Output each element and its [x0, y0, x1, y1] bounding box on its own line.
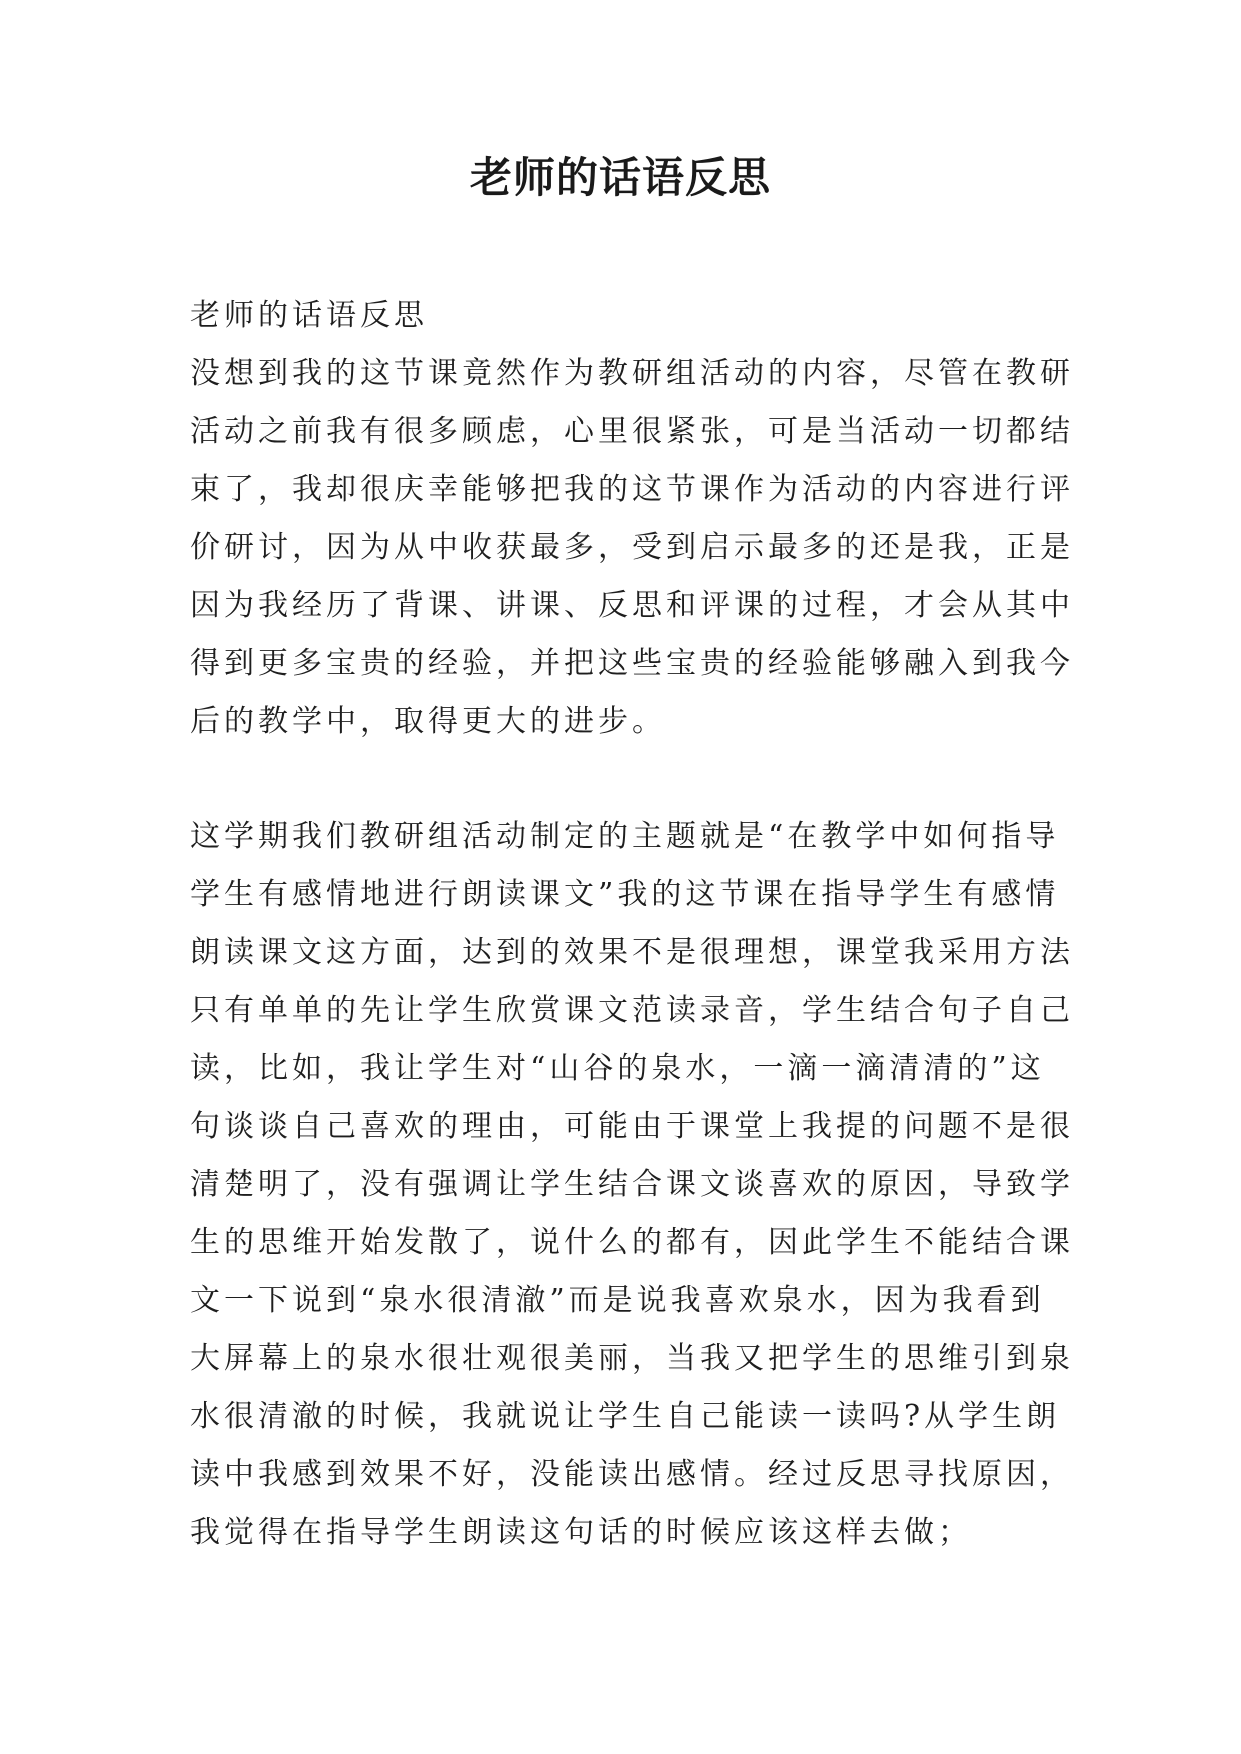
paragraph-line: 句谈谈自己喜欢的理由，可能由于课堂上我提的问题不是很: [190, 1109, 1074, 1144]
paragraph-line: 只有单单的先让学生欣赏课文范读录音，学生结合句子自己: [190, 993, 1074, 1028]
paragraph-line: 大屏幕上的泉水很壮观很美丽，当我又把学生的思维引到泉: [190, 1341, 1074, 1376]
paragraph-line: 读中我感到效果不好，没能读出感情。经过反思寻找原因，: [190, 1457, 1074, 1492]
paragraph-line: 价研讨，因为从中收获最多，受到启示最多的还是我，正是: [190, 530, 1074, 565]
paragraph-line: 得到更多宝贵的经验，并把这些宝贵的经验能够融入到我今: [190, 646, 1074, 681]
paragraph-2: [190, 808, 1074, 1562]
paragraph-line: 我觉得在指导学生朗读这句话的时候应该这样去做；: [190, 1515, 972, 1550]
paragraph-line: 这学期我们教研组活动制定的主题就是“在教学中如何指导: [190, 819, 1060, 854]
paragraph-line: 水很清澈的时候，我就说让学生自己能读一读吗?从学生朗: [190, 1399, 1061, 1434]
paragraph-line: 后的教学中，取得更大的进步。: [190, 704, 666, 739]
paragraph-line: 活动之前我有很多顾虑，心里很紧张，可是当活动一切都结: [190, 414, 1074, 449]
paragraph-1: [190, 345, 1074, 751]
document-title: 老师的话语反思: [469, 153, 771, 202]
paragraph-line: 文一下说到“泉水很清澈”而是说我喜欢泉水，因为我看到: [190, 1283, 1045, 1318]
document-subtitle: [190, 287, 1052, 345]
paragraph-line: 因为我经历了背课、讲课、反思和评课的过程，才会从其中: [190, 588, 1074, 623]
paragraph-line: 读，比如，我让学生对“山谷的泉水，一滴一滴清清的”这: [190, 1051, 1045, 1086]
paragraph-line: 没想到我的这节课竟然作为教研组活动的内容，尽管在教研: [190, 356, 1074, 391]
paragraph-line: 生的思维开始发散了，说什么的都有，因此学生不能结合课: [190, 1225, 1074, 1260]
subtitle-line: 老师的话语反思: [190, 298, 428, 333]
paragraph-line: 束了，我却很庆幸能够把我的这节课作为活动的内容进行评: [190, 472, 1074, 507]
paragraph-line: 朗读课文这方面，达到的效果不是很理想，课堂我采用方法: [190, 935, 1074, 970]
paragraph-line: 清楚明了，没有强调让学生结合课文谈喜欢的原因，导致学: [190, 1167, 1074, 1202]
paragraph-line: 学生有感情地进行朗读课文”我的这节课在指导学生有感情: [190, 877, 1060, 912]
